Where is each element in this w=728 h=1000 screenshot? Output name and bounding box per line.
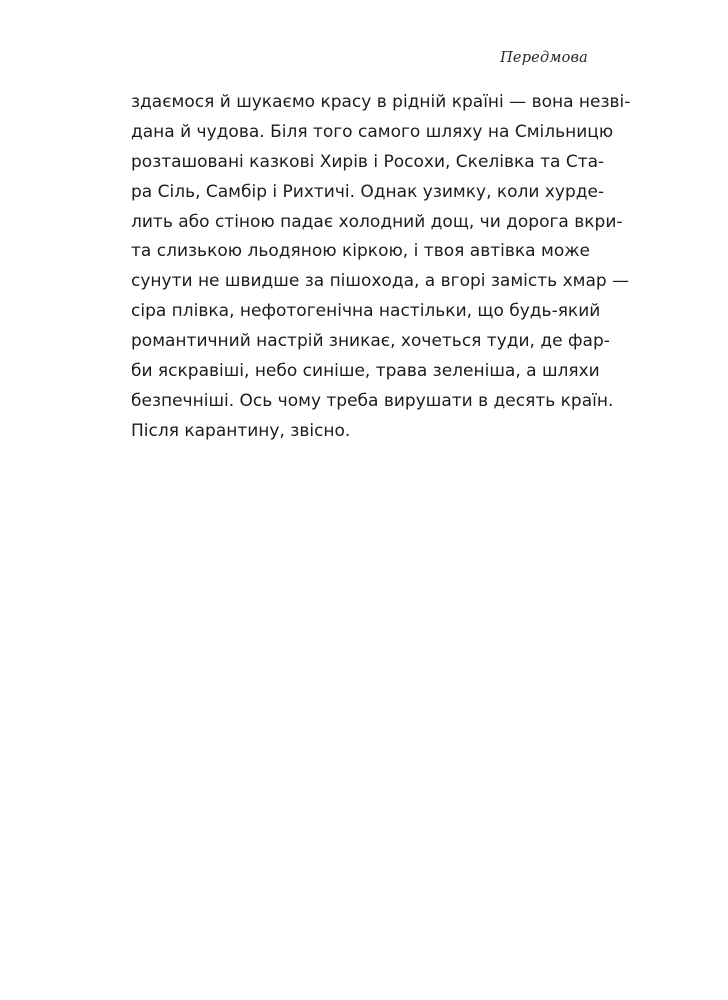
text-line: ра Сіль, Самбір і Рихтичі. Однак узимку, коли хурде-	[131, 181, 605, 202]
text-line: дана й чудова. Біля того самого шляху на Смільницю	[131, 121, 614, 142]
text-line: здаємося й шукаємо красу в рідній країні — вона незві-	[131, 92, 631, 112]
text-line: Після карантину, звісно.	[131, 420, 351, 441]
text-line: сунути не швидше за пішохода, а вгорі замість хмар —	[131, 271, 630, 292]
text-line: би яскравіші, небо синіше, трава зеленіша, а шляхи	[131, 361, 600, 382]
text-line: сіра плівка, нефотогенічна настільки, що будь-який	[131, 301, 601, 322]
text-line: лить або стіною падає холодний дощ, чи дорога вкри-	[131, 211, 623, 232]
text-line: та слизькою льодяною кіркою, і твоя автівка може	[131, 241, 590, 262]
body-paragraph	[131, 88, 631, 447]
running-header: Передмова	[500, 50, 588, 66]
text-line: безпечніші. Ось чому треба вирушати в десять країн.	[131, 390, 614, 411]
text-line: романтичний настрій зникає, хочеться туди, де фар-	[131, 331, 610, 352]
text-line: розташовані казкові Хирів і Росохи, Скелівка та Ста-	[131, 151, 605, 172]
